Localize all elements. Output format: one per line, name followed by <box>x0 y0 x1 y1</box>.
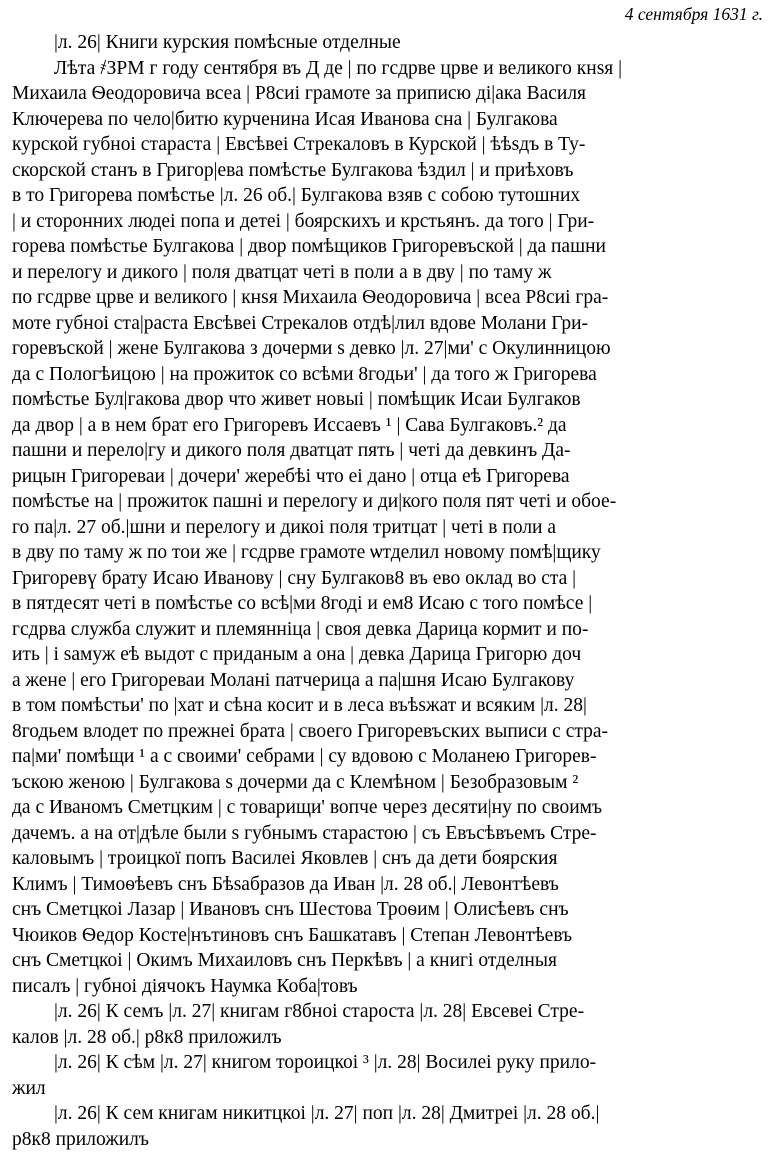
text-line: ить | і ѕамуж еѣ выдот с приданым а она | девка Дарица Григорю доч <box>12 642 772 668</box>
text-line: Климъ | Тимоѳѣевъ снъ Бѣѕабразов да Иван |л. 28 об.| Левонтѣевъ <box>12 872 772 898</box>
text-line: Григоревү брату Исаю Иванову | сну Булгаков8 въ ево оклад во ста | <box>12 566 772 592</box>
text-line: Лѣта ҂ЗРМ г году сентября въ Д де | по гсдрве црве и великого кнѕя | <box>12 56 772 82</box>
text-line: го па|л. 27 об.|шни и перелогу и дикоі поля тритцат | четі в поли а <box>12 515 772 541</box>
text-line: дачемъ. а на от|дѣле были ѕ губнымъ старастою | съ Евъсѣвъемъ Стре- <box>12 821 772 847</box>
text-line: в пятдесят четі в помѣстье со всѣ|ми 8годі и ем8 Исаю с того помѣсе | <box>12 591 772 617</box>
text-line: |л. 26| К сѣм |л. 27| книгом тороицкоі ³ |л. 28| Восилеі руку прило- <box>12 1050 772 1076</box>
text-line: и перелогу и дикого | поля дватцат четі в поли а в дву | по таму ж <box>12 260 772 286</box>
text-line: а жене | его Григореваи Молані патчерица а па|шня Исаю Булгакову <box>12 668 772 694</box>
text-line: | и сторонних людеі попа и детеі | боярскихъ и крстьянъ. да того | Гри- <box>12 209 772 235</box>
text-line: снъ Сметцкоі | Окимъ Михаиловъ снъ Перкѣвъ | а книгі отделныя <box>12 948 772 974</box>
text-line: в том помѣстьи' по |хат и сѣна косит и в леса въѣѕжат и всяким |л. 28| <box>12 693 772 719</box>
text-line: калов |л. 28 об.| р8к8 приложилъ <box>12 1025 772 1051</box>
text-line: |л. 26| К сем книгам никитцкоі |л. 27| поп |л. 28| Дмитреі |л. 28 об.| <box>12 1101 772 1127</box>
text-line: ъскою женою | Булгакова ѕ дочерми да с Клемѣном | Безобразовым ² <box>12 770 772 796</box>
text-line: гсдрва служба служит и племянніца | своя девка Дарица кормит и по- <box>12 617 772 643</box>
text-line: писалъ | губноі діячокъ Наумка Коба|товъ <box>12 974 772 1000</box>
text-line: Чюиков Ѳедор Косте|нътиновъ снъ Башкатавъ | Степан Левонтѣевъ <box>12 923 772 949</box>
document-date: 4 сентября 1631 г. <box>625 4 763 25</box>
text-line: Михаила Ѳеодоровича всеа | Р8сиі грамоте за приписю ді|ака Василя <box>12 81 772 107</box>
text-line: помѣстье на | прожиток пашні и перелогу и ди|кого поля пят четі и обое- <box>12 489 772 515</box>
text-line: по гсдрве црве и великого | кнѕя Михаила Ѳеодоровича | всеа Р8сиі гра- <box>12 285 772 311</box>
text-line: да с Иваномъ Сметцким | с товарищи' вопче через десяти|ну по своимъ <box>12 795 772 821</box>
document-text <box>12 30 772 1152</box>
text-line: моте губноі ста|раста Евсѣвеі Стрекалов отдѣ|лил вдове Молани Гри- <box>12 311 772 337</box>
text-line: р8к8 приложилъ <box>12 1127 772 1152</box>
text-line: курской губноі стараста | Евсѣвеі Стрекаловъ в Курской | ѣѣѕдъ в Ту- <box>12 132 772 158</box>
text-line: Ключерева по чело|битю курченина Исая Иванова сна | Булгакова <box>12 107 772 133</box>
text-line: горева помѣстье Булгакова | двор помѣщиков Григоревъской | да пашни <box>12 234 772 260</box>
text-line: в дву по таму ж по тои же | гсдрве грамоте ѡтделил новому помѣ|щику <box>12 540 772 566</box>
text-line: па|ми' помѣщи ¹ а с своими' себрами | су вдовою с Моланею Григорев- <box>12 744 772 770</box>
text-line: |л. 26| К семъ |л. 27| книгам г8бноі староста |л. 28| Евсевеі Стре- <box>12 999 772 1025</box>
text-line: каловымъ | троицкої попъ Василеі Яковлев | снъ да дети боярския <box>12 846 772 872</box>
text-line: скорской станъ в Григор|ева помѣстье Булгакова ѣздил | и приѣховъ <box>12 158 772 184</box>
text-line: горевъской | жене Булгакова з дочерми ѕ девко |л. 27|ми' с Окулинницою <box>12 336 772 362</box>
text-line: да двор | а в нем брат его Григоревъ Иссаевъ ¹ | Сава Булгаковъ.² да <box>12 413 772 439</box>
text-line: в то Григорева помѣстье |л. 26 об.| Булгакова взяв с собою тутошних <box>12 183 772 209</box>
text-line: рицын Григореваи | дочери' жеребѣі что еі дано | отца еѣ Григорева <box>12 464 772 490</box>
text-line: |л. 26| Книги курския помѣсные отделные <box>12 30 772 56</box>
text-line: снъ Сметцкоі Лазар | Ивановъ снъ Шестова Троѳим | Олисѣевъ снъ <box>12 897 772 923</box>
text-line: 8годьем влодет по прежнеі брата | своего Григоревъских выписи с стра- <box>12 719 772 745</box>
text-line: пашни и перело|гу и дикого поля дватцат пять | четі да девкинъ Да- <box>12 438 772 464</box>
text-line: жил <box>12 1076 772 1102</box>
text-line: помѣстье Бул|гакова двор что живет новыі | помѣщик Исаи Булгаков <box>12 387 772 413</box>
text-line: да с Пологѣицою | на прожиток со всѣми 8годьи' | да того ж Григорева <box>12 362 772 388</box>
